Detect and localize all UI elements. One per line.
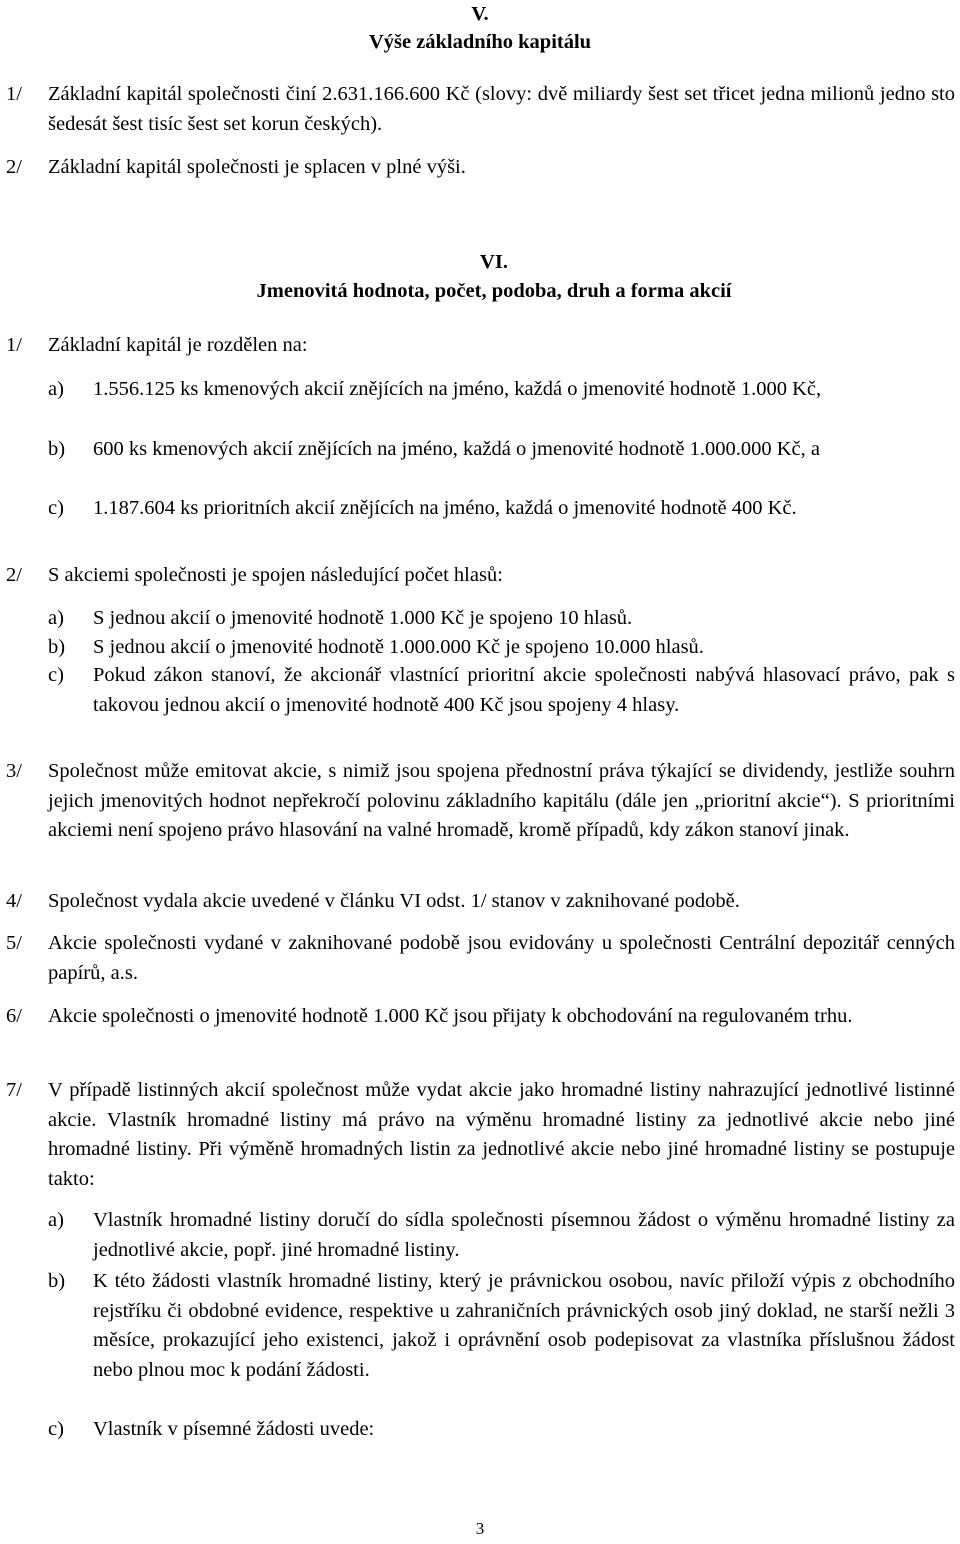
page-number: 3: [475, 1519, 485, 1538]
item-text: Základní kapitál společnosti činí 2.631.166.600 Kč (slovy: dvě miliardy šest set třicet jedna milionů jedno sto šedesát šest tisíc šest set korun českých).: [48, 83, 955, 135]
item-number: 2/: [6, 564, 22, 586]
item-number: 1/: [6, 83, 22, 105]
item-text: Společnost může emitovat akcie, s nimiž jsou spojena přednostní práva týkající se dividendy, jestliže souhrn jejich jmenovitých hodnot nepřekročí polovinu základního kapitálu (dále jen „prioritní akcie“). S prioritními akciemi není spojeno právo hlasování na valné hromadě, kromě případů, kdy zákon stanoví jinak.: [48, 760, 955, 841]
list-letter: b): [48, 636, 66, 658]
list-letter: a): [48, 1209, 64, 1231]
item-number: 3/: [6, 760, 22, 782]
section-5-number: V.: [471, 3, 489, 25]
list-text: S jednou akcií o jmenovité hodnotě 1.000 Kč je spojeno 10 hlasů.: [93, 607, 633, 629]
item-text: Akcie společnosti o jmenovité hodnotě 1.000 Kč jsou přijaty k obchodování na regulovaném trhu.: [48, 1005, 853, 1027]
section-5-title: Výše základního kapitálu: [368, 31, 592, 53]
list-letter: c): [48, 664, 64, 686]
list-letter: b): [48, 438, 66, 460]
item-text: Společnost vydala akcie uvedené v článku VI odst. 1/ stanov v zaknihované podobě.: [48, 890, 740, 912]
list-letter: a): [48, 378, 64, 400]
item-number: 5/: [6, 932, 22, 954]
section-6-title: Jmenovitá hodnota, počet, podoba, druh a forma akcií: [256, 280, 732, 302]
list-letter: b): [48, 1270, 66, 1292]
item-text: S akciemi společnosti je spojen následující počet hlasů:: [48, 564, 503, 586]
list-text: Pokud zákon stanoví, že akcionář vlastnící prioritní akcie společnosti nabývá hlasovací právo, pak s takovou jednou akcií o jmenovité hodnotě 400 Kč jsou spojeny 4 hlasy.: [93, 664, 955, 716]
item-number: 7/: [6, 1079, 22, 1101]
list-text: S jednou akcií o jmenovité hodnotě 1.000.000 Kč je spojeno 10.000 hlasů.: [93, 636, 704, 658]
list-letter: c): [48, 1418, 64, 1440]
section-6-number: VI.: [480, 251, 508, 273]
item-number: 2/: [6, 156, 22, 178]
list-text: Vlastník v písemné žádosti uvede:: [93, 1418, 375, 1440]
item-number: 6/: [6, 1005, 22, 1027]
item-number: 4/: [6, 890, 22, 912]
list-text: 1.556.125 ks kmenových akcií znějících na jméno, každá o jmenovité hodnotě 1.000 Kč,: [93, 378, 822, 400]
list-letter: a): [48, 607, 64, 629]
item-text: Akcie společnosti vydané v zaknihované podobě jsou evidovány u společnosti Centrální depozitář cenných papírů, a.s.: [48, 932, 955, 984]
list-text: K této žádosti vlastník hromadné listiny, který je právnickou osobou, navíc přiloží výpis z obchodního rejstříku či obdobné evidence, respektive u zahraničních právnických osob jiný doklad, ne starší nežli 3 měsíce, prokazující jeho existenci, jakož i oprávnění osob podepisovat za vlastníka příslušnou žádost nebo plnou moc k podání žádosti.: [93, 1270, 955, 1381]
item-text: V případě listinných akcií společnost může vydat akcie jako hromadné listiny nahrazující jednotlivé listinné akcie. Vlastník hromadné listiny má právo na výměnu hromadné listiny za jednotlivé akcie nebo jiné hromadné listiny. Při výměně hromadných listin za jednotlivé akcie nebo jiné hromadné listiny se postupuje takto:: [48, 1079, 955, 1190]
item-text: Základní kapitál je rozdělen na:: [48, 334, 308, 356]
list-text: 1.187.604 ks prioritních akcií znějících na jméno, každá o jmenovité hodnotě 400 Kč.: [93, 497, 797, 519]
list-text: Vlastník hromadné listiny doručí do sídla společnosti písemnou žádost o výměnu hromadné listiny za jednotlivé akcie, popř. jiné hromadné listiny.: [93, 1209, 955, 1261]
item-text: Základní kapitál společnosti je splacen v plné výši.: [48, 156, 466, 178]
list-text: 600 ks kmenových akcií znějících na jméno, každá o jmenovité hodnotě 1.000.000 Kč, a: [93, 438, 820, 460]
item-number: 1/: [6, 334, 22, 356]
list-letter: c): [48, 497, 64, 519]
